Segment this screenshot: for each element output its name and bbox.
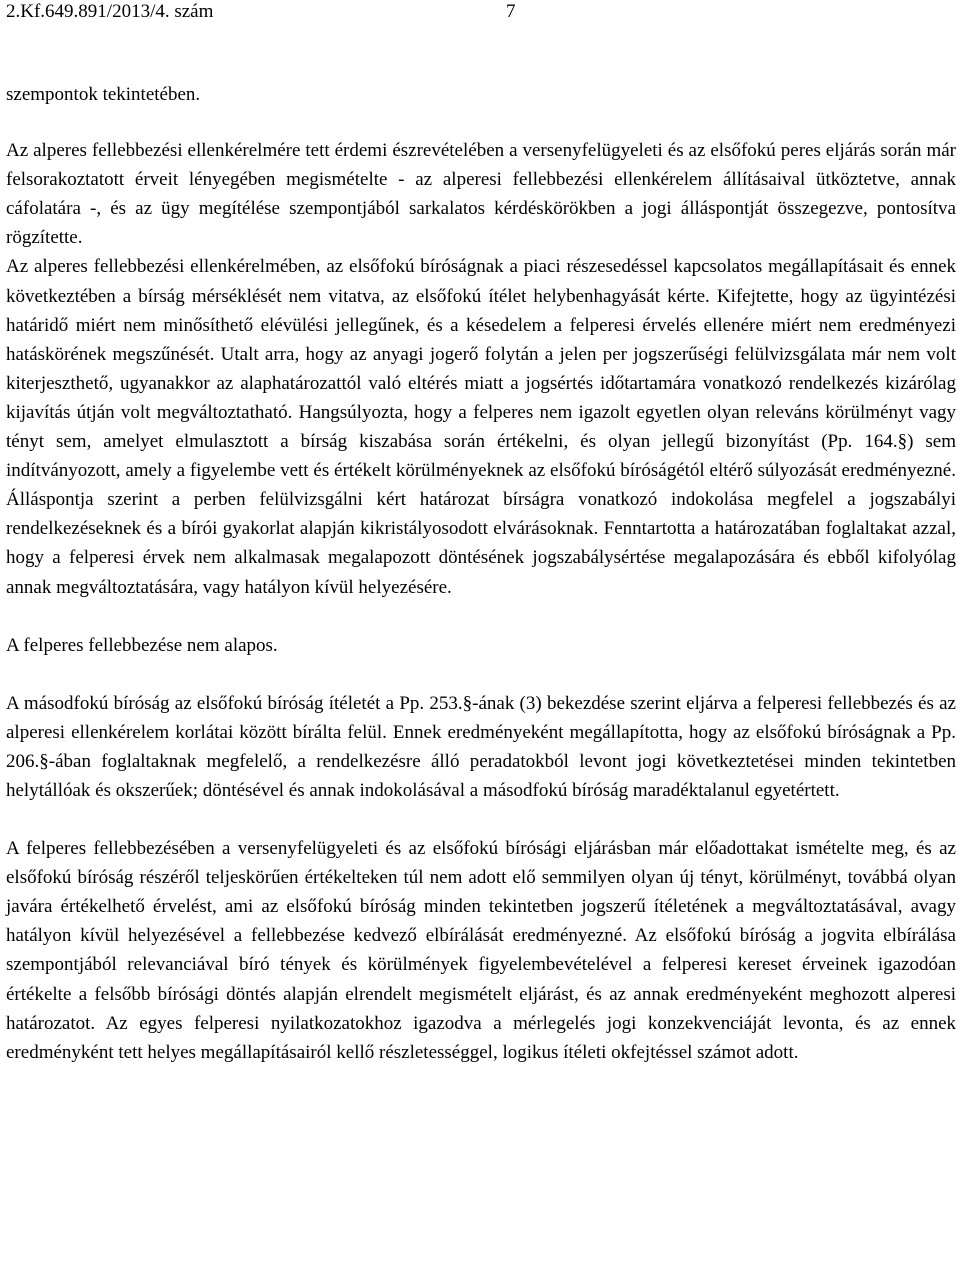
paragraph-plaintiff-observation: Az alperes fellebbezési ellenkérelmére tett érdemi észrevételében a versenyfelügyeleti és az elsőfokú peres eljárás során már felsorakoztatott érveit lényegében megismételte - az alperesi fellebbezési ellenkérelem állításaival ütköztetve, annak cáfolatára -, és az ügy megítélése szempontjából sarkalatos kérdéskörökben a jogi álláspontját összegezve, pontosítva rögzítette. (6, 140, 956, 249)
paragraph-defendant-counterclaim: Az alperes fellebbezési ellenkérelmében, az elsőfokú bíróságnak a piaci részesedéssel kapcsolatos megállapításait és ennek következtében a bírság mérséklését nem vitatva, az elsőfokú ítélet helybenhagyását kérte. Kifejtette, hogy az ügyintézési határidő miért nem minősíthető elévülési jellegűnek, és a késedelem a felperesi érvelés ellenére miért nem eredményezi hatáskörének megszűnését. Utalt arra, hogy az anyagi jogerő folytán a jelen per jogszerűségi felülvizsgálata már nem volt kiterjeszthető, ugyanakkor az alaphatározattól való eltérés miatt a jogsértés időtartamára vonatkozó rendelkezés kizárólag kijavítás útján volt megváltoztatható. Hangsúlyozta, hogy a felperes nem igazolt egyetlen olyan releváns körülményt vagy tényt sem, amelyet elmulasztott a bírság kiszabása során értékelni, és olyan jellegű bizonyítást (Pp. 164.§) sem indítványozott, amely a figyelembe vett és értékelt körülményeknek az elsőfokú bíróságétól eltérő súlyozását eredményezné. Álláspontja szerint a perben felülvizsgálni kért határozat bírságra vonatkozó indokolása megfelel a jogszabályi rendelkezéseknek és a bírói gyakorlat alapján kikristályosodott elvárásoknak. Fenntartotta a határozatában foglaltakat azzal, hogy a felperesi érvek nem alkalmasak megalapozott döntésének jogszabálysértése megalapozására és ebből kifolyólag annak megváltoztatására, vagy hatályon kívül helyezésére. (6, 256, 956, 598)
paragraph-appeal-analysis: A felperes fellebbezésében a versenyfelügyeleti és az elsőfokú bírósági eljárásban már előadottakat ismételte meg, és az elsőfokú bíróság részéről teljeskörűen értékelteken túl nem adott elő semmilyen olyan új tényt, körülményt, továbbá olyan javára értékelhető érvelést, ami az elsőfokú bíróság minden tekintetben jogszerű ítéletének a megváltoztatásával, avagy hatályon kívül helyezésével a fellebbezése kedvező elbírálását eredményezné. Az elsőfokú bíróság a jogvita elbírálása szempontjából relevanciával bíró tények és körülmények figyelembevételével a felperesi kereset érveinek igazodóan értékelte a felsőbb bírósági döntés alapján elrendelt megismételt eljárást, és az annak eredményeként meghozott alperesi határozatot. Az egyes felperesi nyilatkozatokhoz igazodva a mérlegelés jogi konzekvenciáját levonta, és az ennek eredményként tett helyes megállapításairól kellő részletességgel, logikus ítéleti okfejtéssel számot adott. (6, 838, 956, 1063)
paragraph-continuation: szempontok tekintetében. (6, 84, 201, 105)
document-body (6, 80, 956, 1067)
page-header (6, 0, 960, 24)
paragraph-appeal-unfounded: A felperes fellebbezése nem alapos. (6, 634, 278, 656)
case-reference: 2.Kf.649.891/2013/4. szám (6, 1, 214, 22)
page-number: 7 (506, 1, 516, 22)
paragraph-second-instance-review: A másodfokú bíróság az elsőfokú bíróság ítéletét a Pp. 253.§-ának (3) bekezdése szerint eljárva a felperesi fellebbezés és az alperesi ellenkérelem korlátai között bírálta felül. Ennek eredményeként megállapította, hogy az elsőfokú bíróságnak a Pp. 206.§-ában foglaltaknak megfelelő, a rendelkezésre álló peradatokból levont jogi következtetései minden tekintetben helytállóak és okszerűek; döntésével és annak indokolásával a másodfokú bíróság maradéktalanul egyetértett. (6, 692, 956, 801)
